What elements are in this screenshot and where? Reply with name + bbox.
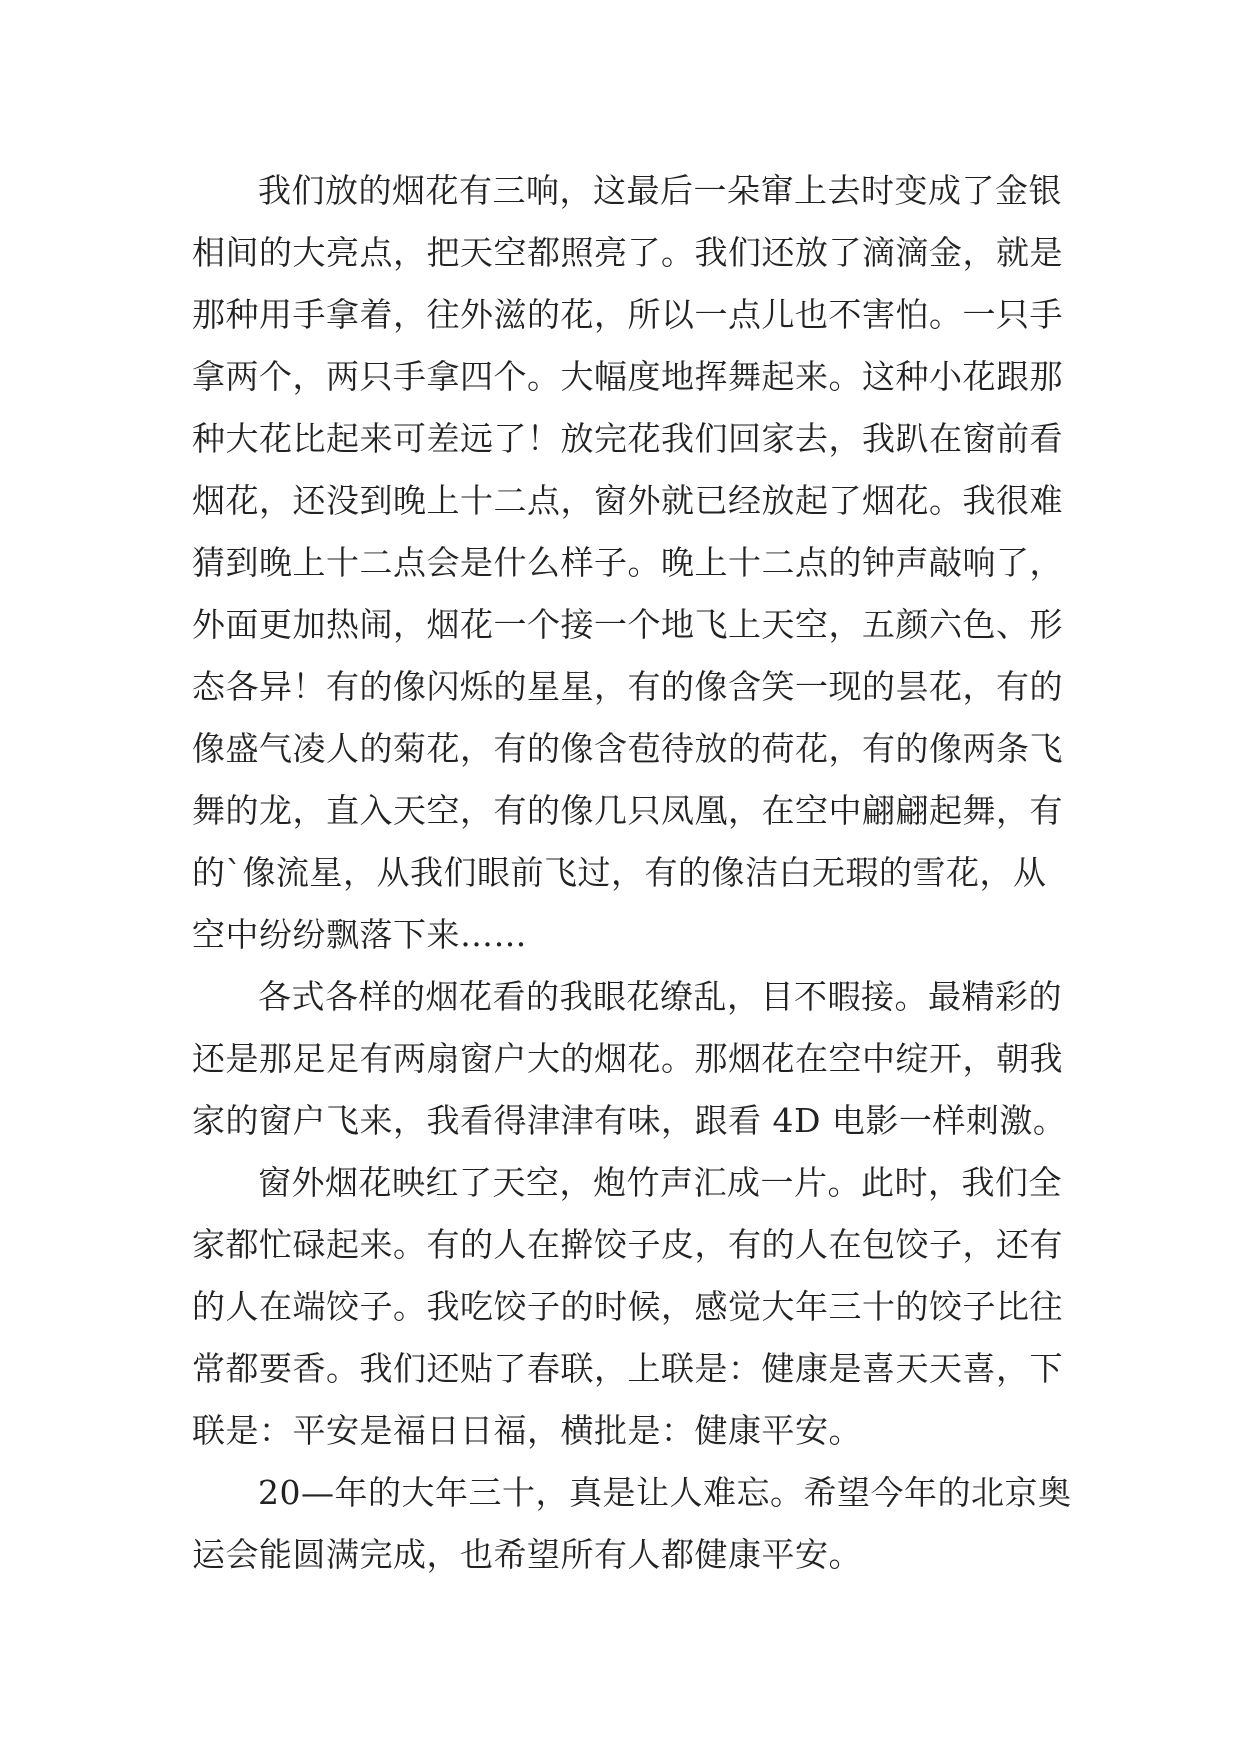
- paragraph-line: 家的窗户飞来，我看得津津有味，跟看 4D 电影一样刺激。: [192, 1101, 1067, 1140]
- paragraph-line: 烟花，还没到晚上十二点，窗外就已经放起了烟花。我很难: [192, 481, 1063, 520]
- paragraph-line: 空中纷纷飘落下来……: [192, 915, 527, 954]
- paragraph-line: 窗外烟花映红了天空，炮竹声汇成一片。此时，我们全: [258, 1163, 1062, 1202]
- paragraph-line: 各式各样的烟花看的我眼花缭乱，目不暇接。最精彩的: [258, 977, 1062, 1016]
- paragraph-line: 猜到晚上十二点会是什么样子。晚上十二点的钟声敲响了，: [192, 543, 1063, 582]
- paragraph-line: 家都忙碌起来。有的人在擀饺子皮，有的人在包饺子，还有: [192, 1225, 1063, 1264]
- paragraph-line: 拿两个，两只手拿四个。大幅度地挥舞起来。这种小花跟那: [192, 357, 1063, 396]
- paragraph-line: 的`像流星，从我们眼前飞过，有的像洁白无瑕的雪花，从: [192, 853, 1047, 892]
- paragraph-line: 相间的大亮点，把天空都照亮了。我们还放了滴滴金，就是: [192, 233, 1063, 272]
- paragraph-line: 我们放的烟花有三响，这最后一朵窜上去时变成了金银: [258, 171, 1062, 210]
- document-body: [192, 160, 1072, 1586]
- paragraph-1: [192, 160, 1072, 966]
- paragraph-line: 20—年的大年三十，真是让人难忘。希望今年的北京奥: [258, 1473, 1072, 1512]
- paragraph-line: 那种用手拿着，往外滋的花，所以一点儿也不害怕。一只手: [192, 295, 1063, 334]
- paragraph-line: 舞的龙，直入天空，有的像几只凤凰，在空中翩翩起舞，有: [192, 791, 1063, 830]
- paragraph-line: 联是：平安是福日日福，横批是：健康平安。: [192, 1411, 862, 1450]
- paragraph-line: 常都要香。我们还贴了春联，上联是：健康是喜天天喜，下: [192, 1349, 1063, 1388]
- paragraph-line: 种大花比起来可差远了！放完花我们回家去，我趴在窗前看: [192, 419, 1063, 458]
- paragraph-line: 运会能圆满完成，也希望所有人都健康平安。: [192, 1535, 862, 1574]
- paragraph-4: [192, 1462, 1072, 1586]
- paragraph-2: [192, 966, 1072, 1152]
- paragraph-line: 外面更加热闹，烟花一个接一个地飞上天空，五颜六色、形: [192, 605, 1063, 644]
- paragraph-line: 像盛气凌人的菊花，有的像含苞待放的荷花，有的像两条飞: [192, 729, 1063, 768]
- paragraph-line: 的人在端饺子。我吃饺子的时候，感觉大年三十的饺子比往: [192, 1287, 1063, 1326]
- paragraph-3: [192, 1152, 1072, 1462]
- paragraph-line: 还是那足足有两扇窗户大的烟花。那烟花在空中绽开，朝我: [192, 1039, 1063, 1078]
- paragraph-line: 态各异！有的像闪烁的星星，有的像含笑一现的昙花，有的: [192, 667, 1063, 706]
